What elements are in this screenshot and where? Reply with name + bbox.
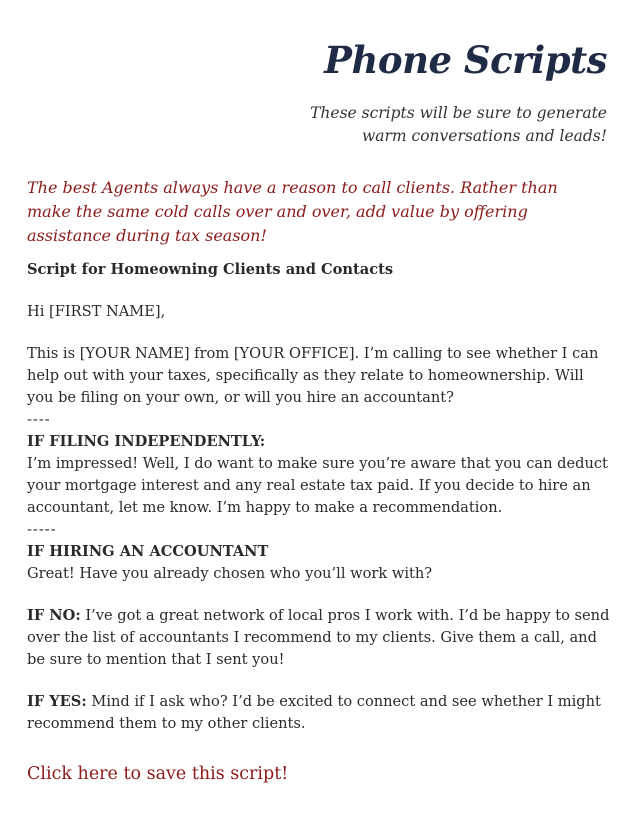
page-title: Phone Scripts: [324, 38, 607, 82]
if-yes-label: IF YES:: [27, 693, 87, 710]
accountant-heading: IF HIRING AN ACCOUNTANT: [27, 543, 269, 560]
script-opening: This is [YOUR NAME] from [YOUR OFFICE]. I’m calling to see whether I can help out with your taxes, specifically as they relate to homeownership. Will you be filing on your own, or will you hire an accountant?: [27, 345, 599, 406]
if-no-text: I’ve got a great network of local pros I work with. I’d be happy to send over the list of accountants I recommend to my clients. Give them a call, and be sure to mention that I sent you!: [27, 607, 610, 668]
subtitle-line-2: warm conversations and leads!: [361, 127, 607, 145]
if-yes-paragraph: [27, 691, 612, 735]
subtitle-line-1: These scripts will be sure to generate: [310, 104, 607, 122]
independent-text: I’m impressed! Well, I do want to make sure you’re aware that you can deduct your mortgage interest and any real estate tax paid. If you decide to hire an accountant, let me know. I’m happy to make a recommendation.: [27, 455, 608, 516]
script-body: [27, 259, 612, 735]
intro-paragraph: The best Agents always have a reason to call clients. Rather than make the same cold calls over and over, add value by offering assistance during tax season!: [27, 178, 558, 245]
page-subtitle: [267, 102, 607, 148]
script-heading: Script for Homeowning Clients and Contacts: [27, 261, 394, 278]
if-no-label: IF NO:: [27, 607, 81, 624]
if-no-paragraph: [27, 605, 612, 671]
independent-heading: IF FILING INDEPENDENTLY:: [27, 433, 266, 450]
script-greeting: Hi [FIRST NAME],: [27, 303, 166, 320]
save-script-link[interactable]: Click here to save this script!: [27, 764, 289, 784]
accountant-text: Great! Have you already chosen who you’ll work with?: [27, 565, 433, 582]
divider: -----: [27, 521, 57, 538]
if-yes-text: Mind if I ask who? I’d be excited to connect and see whether I might recommend them to my other clients.: [27, 693, 601, 732]
divider: ----: [27, 411, 51, 428]
